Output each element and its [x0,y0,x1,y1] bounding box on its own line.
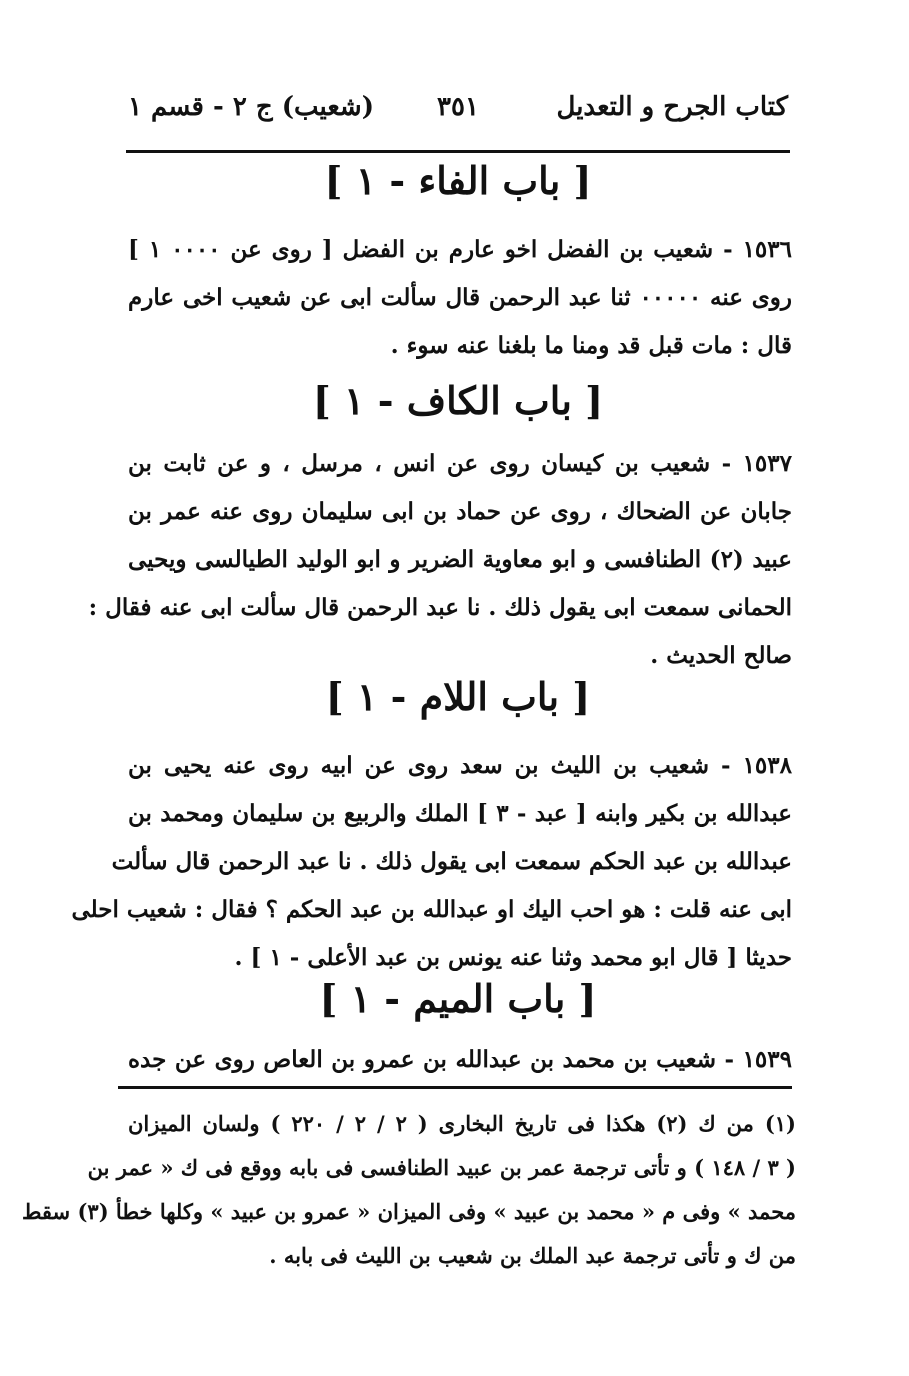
entry-line: ١٥٣٦ - شعيب بن الفضل اخو عارم بن الفضل [ روى عن ٠٠٠٠ ١ ] [128,236,792,263]
footnote-line: ( ٣ / ١٤٨ ) و تأتى ترجمة عمر بن عبيد الطنافسى فى بابه ووقع فى ك « عمر بن [87,1155,796,1180]
chapter-heading-lam: [ باب اللام - ١ ] [325,674,591,719]
entry-1537 [88,440,792,680]
section-label: (شعيب) ج ٢ - قسم ١ [128,92,375,122]
entry-1539 [128,1036,792,1084]
footnote-line: محمد » وفى م « محمد بن عبيد » وفى الميزان « عمرو بن عبيد » وكلها خطأ (٣) سقط [22,1199,796,1224]
footnotes [22,1102,796,1278]
entry-line: الحمانى سمعت ابى يقول ذلك . نا عبد الرحمن قال سألت ابى عنه فقال : [88,594,792,621]
running-header [128,92,788,140]
book-title: كتاب الجرح و التعديل [556,92,788,122]
entry-line: ١٥٣٨ - شعيب بن الليث بن سعد روى عن ابيه روى عنه يحيى بن [128,752,792,779]
entry-line: ابى عنه قلت : هو احب اليك او عبدالله بن عبد الحكم ؟ فقال : شعيب احلى [71,896,792,923]
entry-line: عبدالله بن عبد الحكم سمعت ابى يقول ذلك . نا عبد الرحمن قال سألت [111,848,792,875]
entry-line: روى عنه ٠٠٠٠٠ ثنا عبد الرحمن قال سألت ابى عن شعيب اخى عارم [128,284,792,311]
entry-line: صالح الحديث . [650,642,792,669]
entry-1538 [71,742,792,982]
footnote-rule [118,1086,792,1089]
entry-line: عبيد (٢) الطنافسى و ابو معاوية الضرير و ابو الوليد الطيالسى ويحيى [128,546,792,573]
entry-line: جابان عن الضحاك ، روى عن حماد بن ابى سليمان روى عنه عمر بن [128,498,792,525]
footnote-line: (١) من ك (٢) هكذا فى تاريخ البخارى ( ٢ / ٢ / ٢٢٠ ) ولسان الميزان [128,1111,796,1136]
chapter-heading-kaf: [ باب الكاف - ١ ] [312,378,604,423]
entry-line: ١٥٣٧ - شعيب بن كيسان روى عن انس ، مرسل ، و عن ثابت بن [128,450,792,477]
page-number: ٣٥١ [437,92,479,122]
header-rule [126,150,790,153]
entry-line: حديثا [ قال ابو محمد وثنا عنه يونس بن عبد الأعلى - ١ ] . [234,944,792,971]
entry-line: عبدالله بن بكير وابنه [ عبد - ٣ ] الملك والربيع بن سليمان ومحمد بن [128,800,792,827]
chapter-heading-fa: [ باب الفاء - ١ ] [324,158,592,203]
chapter-heading-mim: [ باب الميم - ١ ] [319,976,597,1021]
entry-line: ١٥٣٩ - شعيب بن محمد بن عبدالله بن عمرو بن العاص روى عن جده [128,1046,792,1073]
entry-line: قال : مات قبل قد ومنا ما بلغنا عنه سوء . [390,332,792,359]
footnote-line: من ك و تأتى ترجمة عبد الملك بن شعيب بن الليث فى بابه . [269,1243,796,1268]
entry-1536 [128,226,792,370]
